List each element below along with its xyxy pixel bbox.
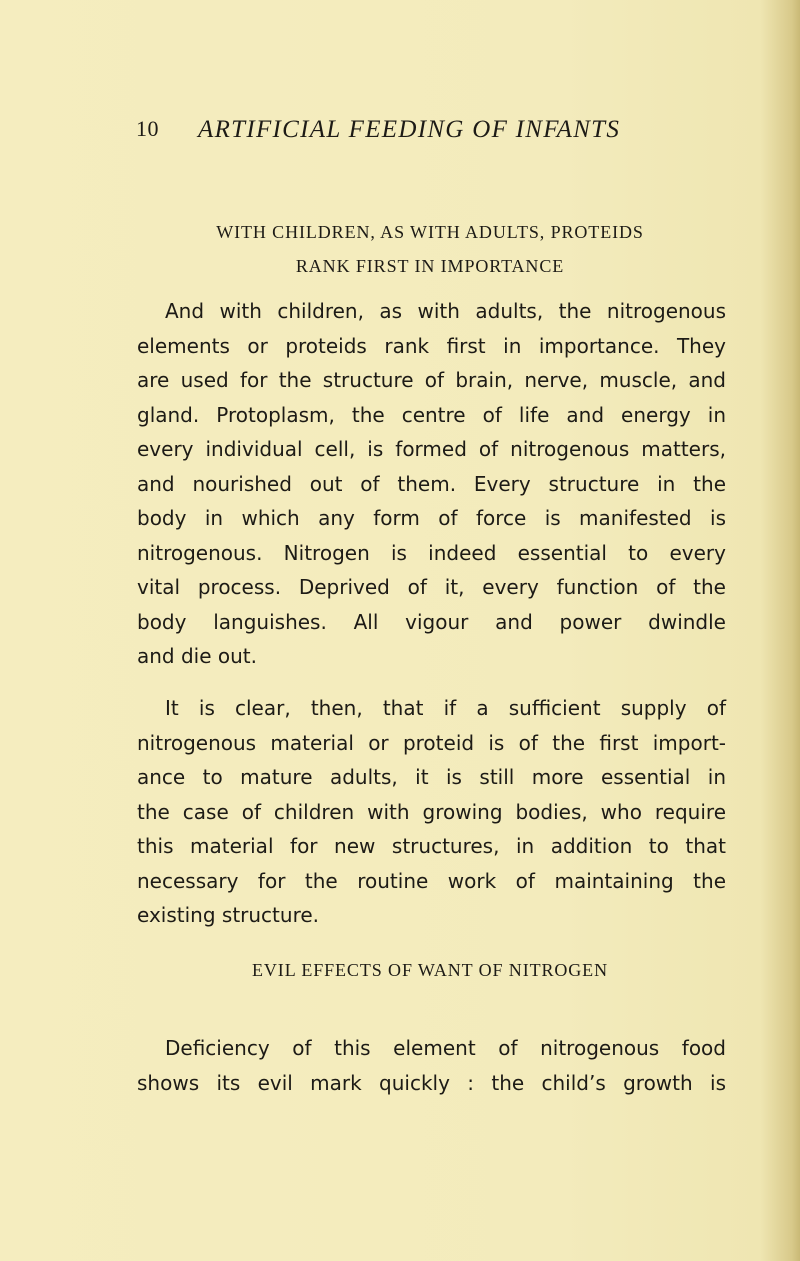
section-heading-proteids: [140, 215, 720, 283]
text-line: the case of children with growing bodies, who require: [137, 799, 726, 824]
text-line: It is clear, then, that if a sufficient supply of: [165, 696, 726, 720]
heading-line: EVIL EFFECTS OF WANT OF NITROGEN: [252, 960, 608, 980]
text-line: ance to mature adults, it is still more essential in: [137, 765, 726, 789]
text-line: gland. Protoplasm, the centre of life and energy in: [137, 402, 726, 427]
text-line: are used for the structure of brain, nerve, muscle, and: [137, 368, 726, 392]
text-line: shows its evil mark quickly : the child’s growth is: [137, 1070, 726, 1095]
text-line: nitrogenous material or proteid is of the first import-: [137, 730, 726, 755]
text-line: necessary for the routine work of maintaining the: [137, 868, 726, 893]
page-number: 10: [136, 116, 159, 141]
text-line: this material for new structures, in addition to that: [137, 834, 726, 858]
paragraph-nitrogenous-elements: [137, 294, 726, 694]
heading-line: WITH CHILDREN, AS WITH ADULTS, PROTEIDS: [216, 222, 644, 242]
text-line: body in which any form of force is manifested is: [137, 506, 726, 530]
section-heading-evil-effects: [140, 953, 720, 987]
text-line: every individual cell, is formed of nitrogenous matters,: [137, 437, 726, 461]
heading-line: RANK FIRST IN IMPORTANCE: [295, 256, 565, 276]
text-line: body languishes. All vigour and power dwindle: [137, 609, 726, 634]
text-line: and nourished out of them. Every structure in the: [137, 471, 726, 496]
running-head: [0, 116, 800, 148]
text-line: nitrogenous. Nitrogen is indeed essential to every: [137, 540, 726, 565]
text-line: existing structure.: [137, 903, 320, 927]
text-line: vital process. Deprived of it, every function of the: [137, 575, 726, 599]
running-title: ARTIFICIAL FEEDING OF INFANTS: [198, 116, 621, 143]
text-line: and die out.: [137, 644, 258, 668]
paragraph-deficiency: [137, 1031, 726, 1105]
text-line: elements or proteids rank first in importance. They: [137, 333, 726, 358]
text-line: Deficiency of this element of nitrogenous food: [165, 1036, 726, 1060]
paragraph-sufficient-supply: [137, 691, 726, 941]
text-line: And with children, as with adults, the nitrogenous: [165, 299, 726, 323]
